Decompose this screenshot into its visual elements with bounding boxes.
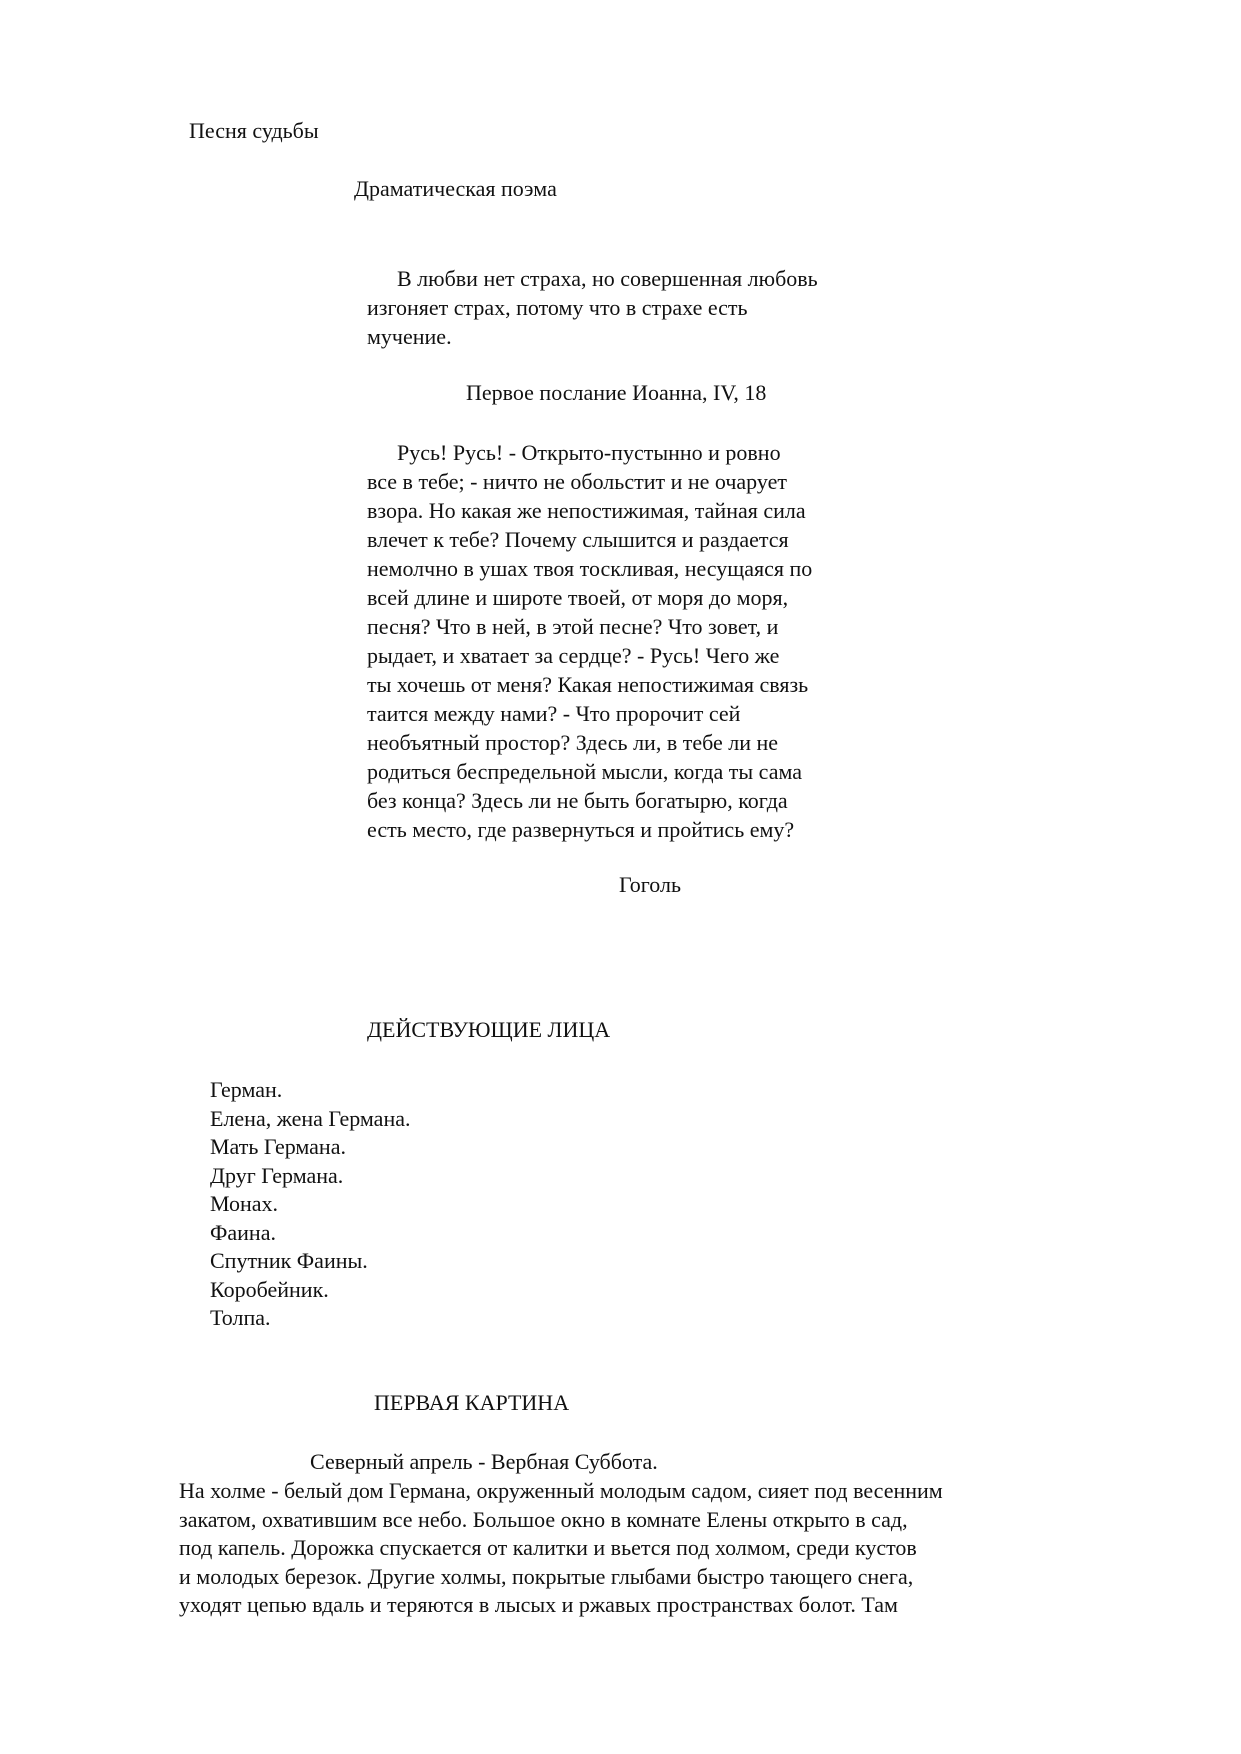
epigraph-line: взора. Но какая же непостижимая, тайная сила (367, 498, 806, 523)
epigraph-line: мучение. (367, 324, 452, 349)
epigraph-line: таится между нами? - Что пророчит сей (367, 701, 741, 726)
cast-item: Коробейник. (210, 1276, 329, 1302)
epigraph-line: Русь! Русь! - Открыто-пустынно и ровно (397, 440, 781, 465)
cast-item: Фаина. (210, 1219, 276, 1245)
cast-item: Мать Германа. (210, 1134, 346, 1159)
epigraph-love (367, 264, 818, 351)
epigraph-line: всей длине и широте твоей, от моря до моря, (367, 585, 789, 610)
epigraph-gogol (367, 438, 812, 844)
cast-heading: ДЕЙСТВУЮЩИЕ ЛИЦА (367, 1017, 611, 1042)
scene-heading: ПЕРВАЯ КАРТИНА (374, 1390, 570, 1415)
epigraph-line: необъятный простор? Здесь ли, в тебе ли не (367, 730, 779, 755)
cast-item: Монах. (210, 1191, 279, 1216)
scene-line: под капель. Дорожка спускается от калитки и вьется под холмом, среди кустов (179, 1535, 917, 1560)
scene-line: На холме - белый дом Германа, окруженный молодым садом, сияет под весенним (179, 1478, 943, 1503)
epigraph-line: без конца? Здесь ли не быть богатырю, когда (367, 788, 788, 813)
epigraph-line: родиться беспредельной мысли, когда ты сама (367, 759, 803, 784)
document-title: Песня судьбы (189, 118, 319, 143)
epigraph-line: все в тебе; - ничто не обольстит и не очарует (367, 469, 787, 494)
epigraph-line: ты хочешь от меня? Какая непостижимая связь (367, 672, 809, 697)
document-subtitle: Драматическая поэма (354, 176, 557, 201)
scene-line: закатом, охватившим все небо. Большое окно в комнате Елены открыто в сад, (179, 1506, 908, 1532)
scene-setting: Северный апрель - Вербная Суббота. (310, 1449, 658, 1474)
scene-description (179, 1477, 943, 1620)
epigraph-line: рыдает, и хватает за сердце? - Русь! Чего же (367, 643, 780, 668)
epigraph-attribution: Первое послание Иоанна, IV, 18 (466, 380, 767, 405)
cast-item: Спутник Фаины. (210, 1248, 368, 1273)
epigraph-line: есть место, где развернуться и пройтись ему? (367, 817, 795, 842)
epigraph-line: В любви нет страха, но совершенная любовь (397, 266, 818, 291)
cast-item: Толпа. (210, 1305, 271, 1330)
epigraph-line: влечет к тебе? Почему слышится и раздается (367, 527, 789, 552)
scene-line: уходят цепью вдаль и теряются в лысых и ржавых пространствах болот. Там (179, 1592, 898, 1617)
cast-item: Елена, жена Германа. (210, 1105, 411, 1131)
cast-item: Друг Германа. (210, 1162, 344, 1188)
epigraph-line: песня? Что в ней, в этой песне? Что зовет, и (367, 614, 779, 639)
epigraph-line: немолчно в ушах твоя тоскливая, несущаяся по (367, 556, 813, 581)
epigraph-author: Гоголь (619, 872, 681, 897)
cast-item: Герман. (210, 1077, 283, 1102)
cast-list (210, 1076, 410, 1333)
epigraph-line: изгоняет страх, потому что в страхе есть (367, 295, 748, 320)
scene-line: и молодых березок. Другие холмы, покрытые глыбами быстро тающего снега, (179, 1563, 914, 1589)
